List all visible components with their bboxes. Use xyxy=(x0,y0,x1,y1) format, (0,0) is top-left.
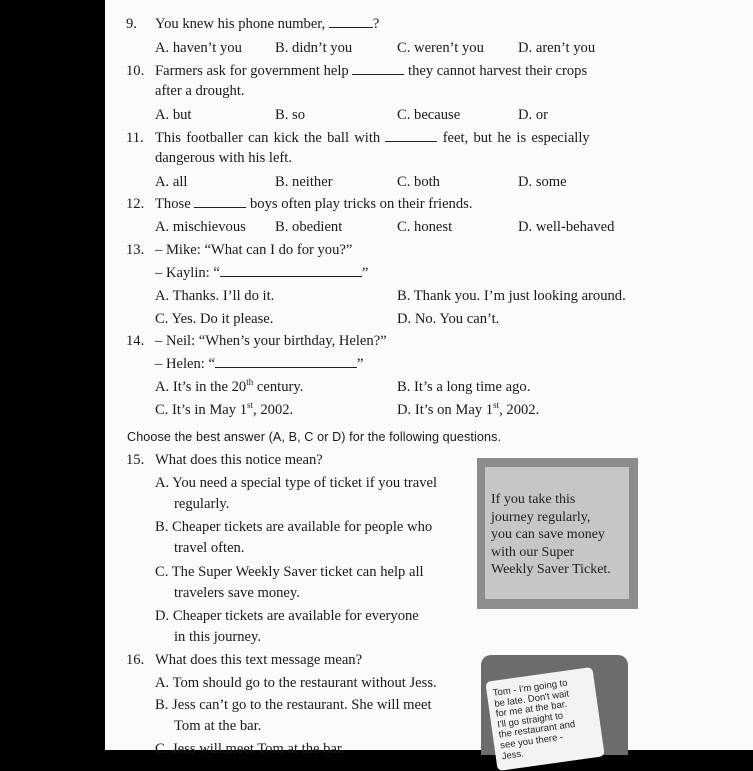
q13-option-d[interactable]: D. No. You can’t. xyxy=(397,311,500,327)
q12-option-c[interactable]: C. honest xyxy=(397,219,453,235)
q15-number: 15. xyxy=(126,452,145,468)
q12-stem: Those boys often play tricks on their friends. xyxy=(155,196,473,212)
q13-number: 13. xyxy=(126,242,145,258)
q13-option-b[interactable]: B. Thank you. I’m just looking around. xyxy=(397,288,626,304)
q14-option-d[interactable]: D. It’s on May 1st, 2002. xyxy=(397,400,540,418)
q15-option-b-cont[interactable]: travel often. xyxy=(174,540,245,556)
q11-number: 11. xyxy=(126,130,144,146)
q10-stem: Farmers ask for government help they cannot harvest their crops xyxy=(155,63,588,79)
q11-option-c[interactable]: C. both xyxy=(397,174,440,190)
phone-image xyxy=(481,655,628,762)
q12-option-a[interactable]: A. mischievous xyxy=(155,219,246,235)
q15-option-c-cont[interactable]: travelers save money. xyxy=(174,585,300,601)
answer-blank[interactable] xyxy=(352,62,404,75)
q13-option-c[interactable]: C. Yes. Do it please. xyxy=(155,311,274,327)
q12-number: 12. xyxy=(126,196,145,212)
q9-stem: You knew his phone number, ? xyxy=(155,16,380,32)
q14-option-b[interactable]: B. It’s a long time ago. xyxy=(397,379,531,395)
q14-option-a[interactable]: A. It’s in the 20th century. xyxy=(155,377,304,395)
q14-dialogue-line1: – Neil: “When’s your birthday, Helen?” xyxy=(155,333,387,349)
q13-option-a[interactable]: A. Thanks. I’ll do it. xyxy=(155,288,275,304)
q10-number: 10. xyxy=(126,63,145,79)
phone-screen xyxy=(485,667,604,771)
q11-stem-line2: dangerous with his left. xyxy=(155,150,292,166)
q11-option-d[interactable]: D. some xyxy=(518,174,567,190)
answer-blank[interactable] xyxy=(194,195,246,208)
q15-option-d-cont[interactable]: in this journey. xyxy=(174,629,262,645)
answer-blank[interactable] xyxy=(220,264,362,277)
q16-option-b[interactable]: B. Jess can’t go to the restaurant. She will meet xyxy=(155,697,432,713)
q10-stem-line2: after a drought. xyxy=(155,83,245,99)
q12-option-d[interactable]: D. well-behaved xyxy=(518,219,615,235)
q10-option-c[interactable]: C. because xyxy=(397,107,461,123)
q15-option-d[interactable]: D. Cheaper tickets are available for everyone xyxy=(155,608,419,624)
q16-option-b-cont[interactable]: Tom at the bar. xyxy=(174,718,262,734)
q16-number: 16. xyxy=(126,652,145,668)
q12-option-b[interactable]: B. obedient xyxy=(275,219,343,235)
notice-sign xyxy=(477,458,638,609)
q11-option-a[interactable]: A. all xyxy=(155,174,188,190)
q10-option-d[interactable]: D. or xyxy=(518,107,548,123)
q14-option-c[interactable]: C. It’s in May 1st, 2002. xyxy=(155,400,294,418)
answer-blank[interactable] xyxy=(215,355,357,368)
q10-option-a[interactable]: A. but xyxy=(155,107,192,123)
answer-blank[interactable] xyxy=(385,129,437,142)
notice-text: If you take this journey regularly, you can save money with our Super Weekly Saver Ticket. xyxy=(491,492,611,578)
q15-option-a[interactable]: A. You need a special type of ticket if you travel xyxy=(155,475,438,491)
q9-option-c[interactable]: C. weren’t you xyxy=(397,40,484,56)
q10-option-b[interactable]: B. so xyxy=(275,107,306,123)
q11-option-b[interactable]: B. neither xyxy=(275,174,333,190)
q15-option-c[interactable]: C. The Super Weekly Saver ticket can help all xyxy=(155,564,424,580)
q15-question: What does this notice mean? xyxy=(155,452,323,468)
q14-number: 14. xyxy=(126,333,145,349)
notice-panel xyxy=(485,467,629,599)
worksheet-page xyxy=(105,0,753,762)
text-message: Tom - I'm going to be late. Don't wait for me at the bar. I'll go straight to the restaurant and see you there - Jess. xyxy=(492,677,576,762)
q9-number: 9. xyxy=(126,16,137,32)
q9-option-a[interactable]: A. haven’t you xyxy=(155,40,242,56)
q15-option-a-cont[interactable]: regularly. xyxy=(174,496,230,512)
q16-option-a[interactable]: A. Tom should go to the restaurant without Jess. xyxy=(155,675,437,691)
q16-option-c[interactable]: C. Jess will meet Tom at the bar. xyxy=(155,741,345,757)
q11-stem: This footballer can kick the ball with feet, but he is especially xyxy=(155,130,590,146)
answer-blank[interactable] xyxy=(329,15,373,28)
q15-option-b[interactable]: B. Cheaper tickets are available for people who xyxy=(155,519,433,535)
q13-dialogue-line2: – Kaylin: “ ” xyxy=(155,265,369,281)
section-instruction: Choose the best answer (A, B, C or D) for the following questions. xyxy=(127,430,502,444)
q16-question: What does this text message mean? xyxy=(155,652,363,668)
q9-option-b[interactable]: B. didn’t you xyxy=(275,40,353,56)
q13-dialogue-line1: – Mike: “What can I do for you?” xyxy=(155,242,353,258)
q9-option-d[interactable]: D. aren’t you xyxy=(518,40,596,56)
q14-dialogue-line2: – Helen: “ ” xyxy=(155,356,364,372)
